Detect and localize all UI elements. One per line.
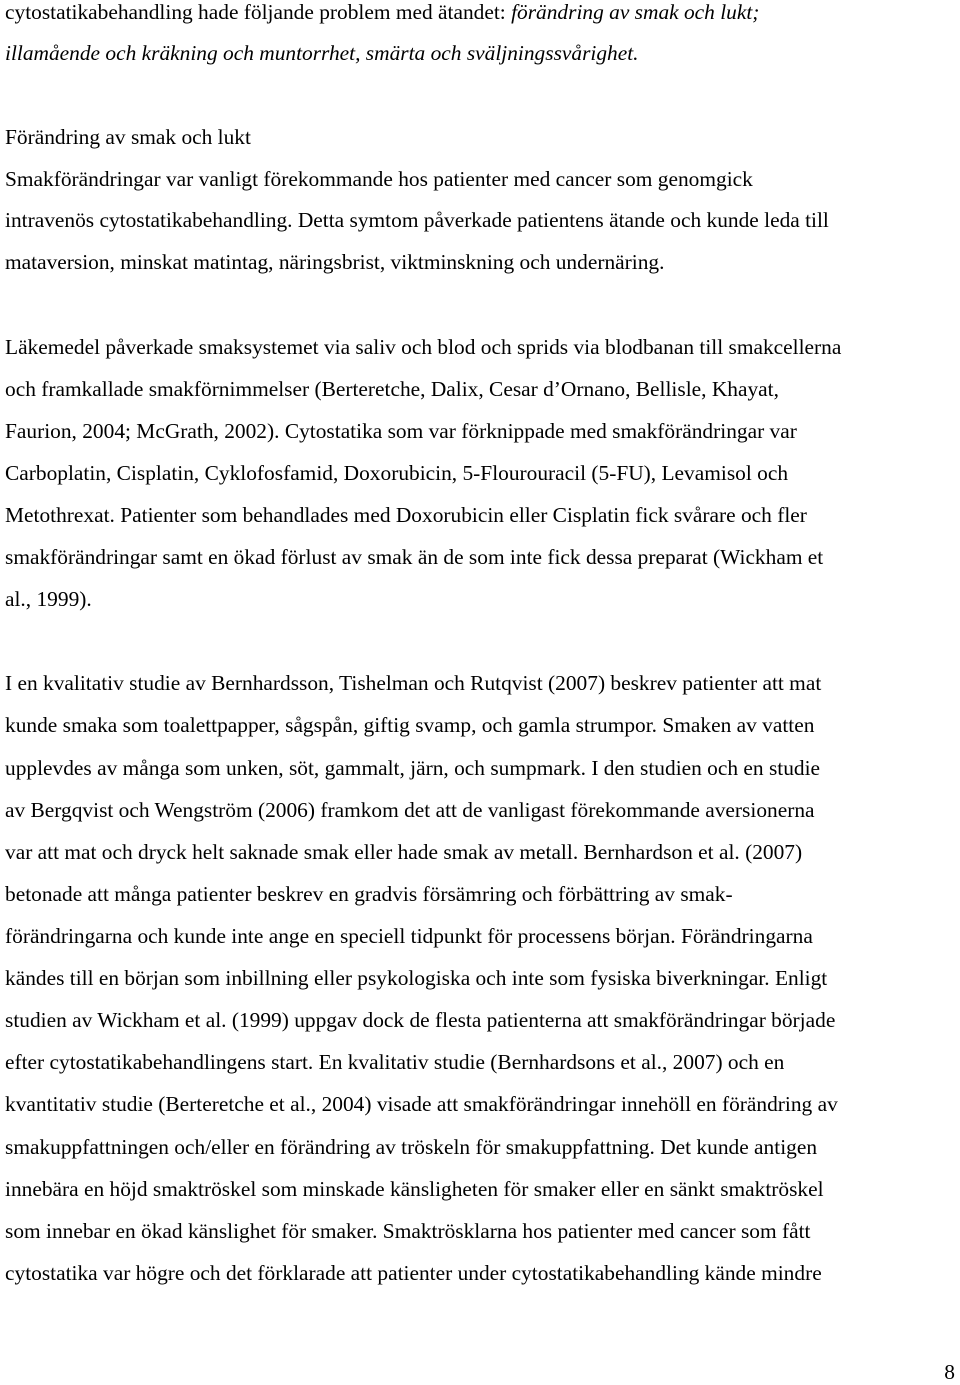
- text-run: cytostatikabehandling hade följande problem med ätandet:: [5, 0, 512, 24]
- paragraph-line: smakuppfattningen och/eller en förändring av tröskeln för smakuppfattning. Det kunde antigen: [5, 1135, 818, 1159]
- paragraph-line: I en kvalitativ studie av Bernhardsson, Tishelman och Rutqvist (2007) beskrev patienter att mat: [5, 671, 822, 695]
- paragraph-line: kvantitativ studie (Berteretche et al., 2004) visade att smakförändringar innehöll en förändring av: [5, 1092, 838, 1116]
- paragraph-line: som innebar en ökad känslighet för smaker. Smaktrösklarna hos patienter med cancer som fått: [5, 1219, 811, 1243]
- paragraph-line: Faurion, 2004; McGrath, 2002). Cytostatika som var förknippade med smakförändringar var: [5, 419, 797, 443]
- paragraph-line: Läkemedel påverkade smaksystemet via saliv och blod och sprids via blodbanan till smakcellerna: [5, 335, 842, 359]
- paragraph-line: Metothrexat. Patienter som behandlades med Doxorubicin eller Cisplatin fick svårare och fler: [5, 503, 807, 527]
- paragraph-line: mataversion, minskat matintag, näringsbrist, viktminskning och undernäring.: [5, 250, 665, 274]
- paragraph-line: kunde smaka som toalettpapper, sågspån, giftig svamp, och gamla strumpor. Smaken av vatten: [5, 713, 815, 737]
- italic-text-run: förändring av smak och lukt;: [511, 0, 760, 24]
- paragraph-line: al., 1999).: [5, 587, 92, 611]
- paragraph-line: kändes till en början som inbillning eller psykologiska och inte som fysiska biverkningar. Enligt: [5, 966, 828, 990]
- paragraph-line: av Bergqvist och Wengström (2006) framkom det att de vanligast förekommande aversionerna: [5, 798, 815, 822]
- paragraph-line: cytostatika var högre och det förklarade att patienter under cytostatikabehandling kände mindre: [5, 1261, 822, 1285]
- paragraph-line: och framkallade smakförnimmelser (Berteretche, Dalix, Cesar d’Ornano, Bellisle, Khayat,: [5, 377, 779, 401]
- paragraph-line: upplevdes av många som unken, söt, gammalt, järn, och sumpmark. I den studien och en studie: [5, 756, 821, 780]
- paragraph-line: innebära en höjd smaktröskel som minskade känsligheten för smaker eller en sänkt smaktröskel: [5, 1177, 824, 1201]
- paragraph-line: var att mat och dryck helt saknade smak eller hade smak av metall. Bernhardson et al. (2007): [5, 840, 803, 864]
- paragraph-line: Smakförändringar var vanligt förekommande hos patienter med cancer som genomgick: [5, 167, 753, 191]
- paragraph-line: efter cytostatikabehandlingens start. En kvalitativ studie (Bernhardsons et al., 2007) och en: [5, 1050, 785, 1074]
- text-line: [5, 0, 759, 25]
- paragraph-line: förändringarna och kunde inte ange en speciell tidpunkt för processens början. Förändringarna: [5, 924, 813, 948]
- paragraph-line: Carboplatin, Cisplatin, Cyklofosfamid, Doxorubicin, 5-Flourouracil (5-FU), Levamisol och: [5, 461, 789, 485]
- paragraph-line: betonade att många patienter beskrev en gradvis försämring och förbättring av smak-: [5, 882, 733, 906]
- paragraph-line: smakförändringar samt en ökad förlust av smak än de som inte fick dessa preparat (Wickham et: [5, 545, 824, 569]
- paragraph-line: intravenös cytostatikabehandling. Detta symtom påverkade patientens ätande och kunde leda till: [5, 208, 829, 232]
- italic-text-run: illamående och kräkning och muntorrhet, smärta och sväljningssvårighet.: [5, 41, 639, 65]
- section-heading: Förändring av smak och lukt: [5, 125, 251, 149]
- text-line: [5, 40, 639, 66]
- paragraph-line: studien av Wickham et al. (1999) uppgav dock de flesta patienterna att smakförändringar började: [5, 1008, 836, 1032]
- page-number: 8: [944, 1360, 955, 1384]
